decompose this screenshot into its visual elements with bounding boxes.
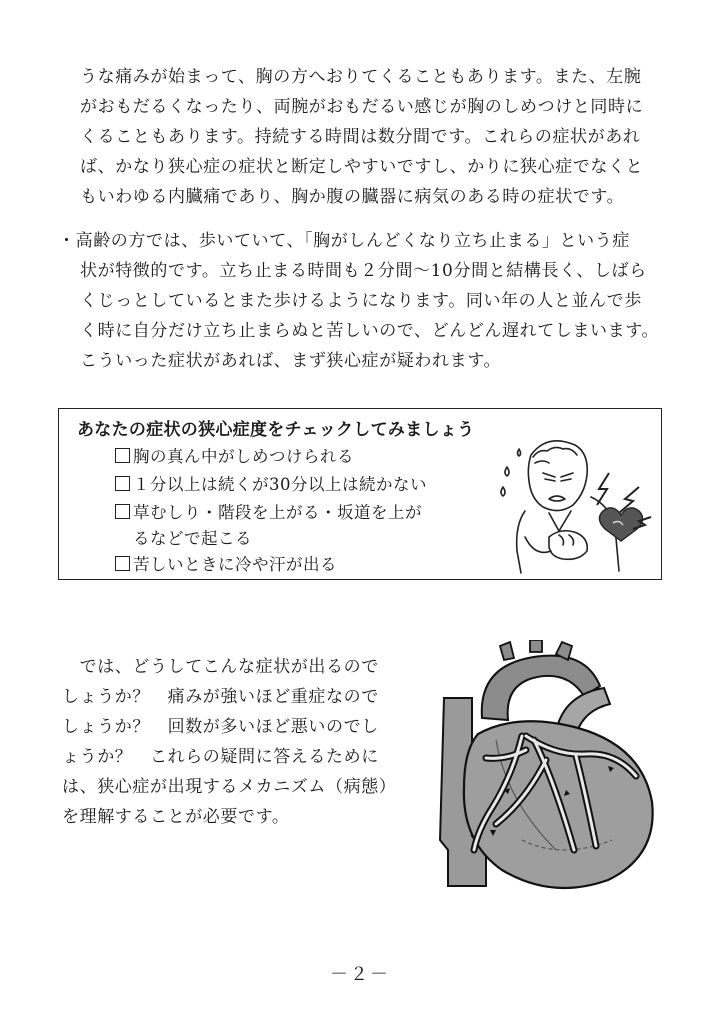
text-line: ば、かなり狭心症の症状と断定しやすいですし、かりに狭心症でなくと [80,157,644,177]
checkbox[interactable] [115,556,130,571]
checklist-item[interactable] [115,551,337,575]
text-line: 状が特徴的です。立ち止まる時間も２分間〜10分間と結構長く、しばら [80,261,647,281]
text-line: しょうか？ 回数が多いほど悪いのでし [62,717,379,737]
text-line: くることもあります。持続する時間は数分間です。これらの症状があれ [80,127,641,147]
checklist-item[interactable] [115,443,354,467]
text-line: もいわゆる内臓痛であり、胸か腹の臓器に病気のある時の症状です。 [80,187,625,207]
text-line: ・高齢の方では、歩いていて、「胸がしんどくなり立ち止まる」という症 [58,231,630,251]
checklist-panel [58,408,662,580]
text-line: は、狭心症が出現するメカニズム（病態） [62,777,397,797]
checkbox[interactable] [115,476,130,491]
text-line: しょうか？ 痛みが強いほど重症なので [62,687,379,707]
checkbox[interactable] [115,504,130,519]
checklist-item-label: 草むしり・階段を上がる・坂道を上が [133,503,422,522]
checklist-item[interactable] [115,471,427,495]
text-line: では、どうしてこんな症状が出るので [62,657,379,677]
text-line: がおもだるくなったり、両腕がおもだるい感じが胸のしめつけと同時に [80,97,644,117]
checklist-item-label: １分以上は続くが30分以上は続かない [133,475,427,494]
checklist-item-label: 苦しいときに冷や汗が出る [133,555,337,574]
page-number: －２－ [330,964,390,985]
paragraph-elderly [58,226,678,376]
text-line: く時に自分だけ立ち止まらぬと苦しいので、どんどん遅れてしまいます。 [80,321,660,341]
paragraph-mechanism [62,652,402,832]
checklist-item-continuation: るなどで起こる [133,529,252,548]
chest-pain-man-illustration [489,427,659,575]
checklist-item[interactable] [115,499,422,523]
text-line: こういった症状があれば、まず狭心症が疑われます。 [80,351,502,371]
text-line: うな痛みが始まって、胸の方へおりてくることもあります。また、左腕 [80,67,642,87]
checkbox[interactable] [115,448,130,463]
checklist-item-label: 胸の真ん中がしめつけられる [133,447,354,466]
heart-coronary-illustration [426,640,662,890]
text-line: ょうか？ これらの疑問に答えるために [62,747,379,767]
text-line: を理解することが必要です。 [62,807,290,827]
paragraph-symptoms [80,62,680,212]
checklist-title: あなたの症状の狭心症度をチェックしてみましょう [77,420,475,440]
text-line: くじっとしているとまた歩けるようになります。同い年の人と並んで歩 [80,291,642,311]
